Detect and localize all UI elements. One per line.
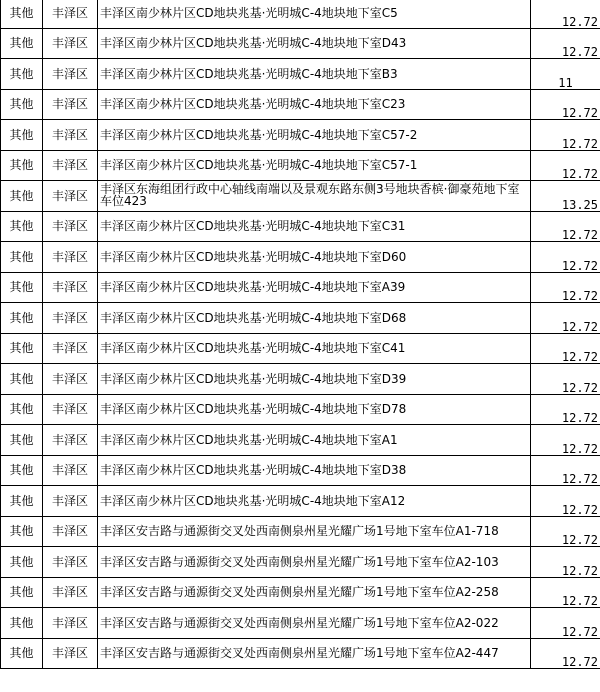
value-cell: 12.72 [531,89,600,120]
location-cell: 丰泽区南少林片区CD地块兆基·光明城C-4地块地下室B3 [98,59,531,90]
table-row [1,303,600,334]
table-row [1,333,600,364]
category-cell: 其他 [1,516,43,547]
table-row [1,272,600,303]
table-row [1,89,600,120]
value-cell: 12.72 [531,455,600,486]
table-row [1,638,600,669]
table-row [1,364,600,395]
district-cell: 丰泽区 [43,425,98,456]
category-cell: 其他 [1,28,43,59]
location-cell: 丰泽区南少林片区CD地块兆基·光明城C-4地块地下室C31 [98,211,531,242]
district-cell: 丰泽区 [43,89,98,120]
district-cell: 丰泽区 [43,211,98,242]
value-cell: 12.72 [531,394,600,425]
table-row [1,425,600,456]
table-body [1,0,600,669]
category-cell: 其他 [1,333,43,364]
category-cell: 其他 [1,638,43,669]
value-cell: 12.72 [531,272,600,303]
location-cell: 丰泽区南少林片区CD地块兆基·光明城C-4地块地下室C57-2 [98,120,531,151]
district-cell: 丰泽区 [43,59,98,90]
location-cell: 丰泽区东海组团行政中心轴线南端以及景观东路东侧3号地块香槟·御豪苑地下室车位423 [98,181,531,212]
value-cell: 12.72 [531,0,600,28]
value-cell: 12.72 [531,28,600,59]
value-cell: 12.72 [531,211,600,242]
value-cell: 12.72 [531,516,600,547]
location-cell: 丰泽区安吉路与通源街交叉处西南侧泉州星光耀广场1号地下室车位A2-103 [98,547,531,578]
category-cell: 其他 [1,547,43,578]
table-row [1,181,600,212]
location-cell: 丰泽区南少林片区CD地块兆基·光明城C-4地块地下室D68 [98,303,531,334]
value-cell: 13.25 [531,181,600,212]
location-cell: 丰泽区南少林片区CD地块兆基·光明城C-4地块地下室D43 [98,28,531,59]
location-cell: 丰泽区安吉路与通源街交叉处西南侧泉州星光耀广场1号地下室车位A1-718 [98,516,531,547]
location-cell: 丰泽区南少林片区CD地块兆基·光明城C-4地块地下室A12 [98,486,531,517]
category-cell: 其他 [1,486,43,517]
district-cell: 丰泽区 [43,181,98,212]
table-row [1,242,600,273]
location-cell: 丰泽区南少林片区CD地块兆基·光明城C-4地块地下室C57-1 [98,150,531,181]
value-cell: 12.72 [531,486,600,517]
category-cell: 其他 [1,242,43,273]
location-cell: 丰泽区安吉路与通源街交叉处西南侧泉州星光耀广场1号地下室车位A2-447 [98,638,531,669]
value-cell: 12.72 [531,425,600,456]
table-row [1,28,600,59]
table-row [1,150,600,181]
location-cell: 丰泽区南少林片区CD地块兆基·光明城C-4地块地下室D38 [98,455,531,486]
category-cell: 其他 [1,89,43,120]
value-cell: 12.72 [531,120,600,151]
district-cell: 丰泽区 [43,303,98,334]
district-cell: 丰泽区 [43,516,98,547]
district-cell: 丰泽区 [43,150,98,181]
table-row [1,0,600,28]
table-row [1,547,600,578]
category-cell: 其他 [1,455,43,486]
location-cell: 丰泽区南少林片区CD地块兆基·光明城C-4地块地下室D78 [98,394,531,425]
district-cell: 丰泽区 [43,242,98,273]
value-cell: 11 [531,59,600,90]
category-cell: 其他 [1,364,43,395]
district-cell: 丰泽区 [43,28,98,59]
category-cell: 其他 [1,394,43,425]
value-cell: 12.72 [531,303,600,334]
value-cell: 12.72 [531,577,600,608]
table-row [1,211,600,242]
district-cell: 丰泽区 [43,577,98,608]
value-cell: 12.72 [531,242,600,273]
category-cell: 其他 [1,181,43,212]
location-cell: 丰泽区安吉路与通源街交叉处西南侧泉州星光耀广场1号地下室车位A2-022 [98,608,531,639]
location-cell: 丰泽区南少林片区CD地块兆基·光明城C-4地块地下室A1 [98,425,531,456]
district-cell: 丰泽区 [43,364,98,395]
category-cell: 其他 [1,303,43,334]
category-cell: 其他 [1,608,43,639]
category-cell: 其他 [1,59,43,90]
table-row [1,486,600,517]
table-row [1,120,600,151]
location-cell: 丰泽区南少林片区CD地块兆基·光明城C-4地块地下室D60 [98,242,531,273]
value-cell: 12.72 [531,608,600,639]
district-cell: 丰泽区 [43,455,98,486]
table-row [1,516,600,547]
district-cell: 丰泽区 [43,638,98,669]
category-cell: 其他 [1,0,43,28]
category-cell: 其他 [1,425,43,456]
district-cell: 丰泽区 [43,486,98,517]
category-cell: 其他 [1,211,43,242]
location-cell: 丰泽区南少林片区CD地块兆基·光明城C-4地块地下室C23 [98,89,531,120]
location-cell: 丰泽区南少林片区CD地块兆基·光明城C-4地块地下室A39 [98,272,531,303]
table-row [1,455,600,486]
value-cell: 12.72 [531,638,600,669]
table-row [1,59,600,90]
location-cell: 丰泽区南少林片区CD地块兆基·光明城C-4地块地下室D39 [98,364,531,395]
district-cell: 丰泽区 [43,272,98,303]
location-cell: 丰泽区南少林片区CD地块兆基·光明城C-4地块地下室C41 [98,333,531,364]
table-row [1,608,600,639]
table-row [1,577,600,608]
district-cell: 丰泽区 [43,608,98,639]
value-cell: 12.72 [531,150,600,181]
location-cell: 丰泽区南少林片区CD地块兆基·光明城C-4地块地下室C5 [98,0,531,28]
category-cell: 其他 [1,272,43,303]
location-cell: 丰泽区安吉路与通源街交叉处西南侧泉州星光耀广场1号地下室车位A2-258 [98,577,531,608]
value-cell: 12.72 [531,333,600,364]
value-cell: 12.72 [531,547,600,578]
district-cell: 丰泽区 [43,333,98,364]
district-cell: 丰泽区 [43,547,98,578]
district-cell: 丰泽区 [43,120,98,151]
category-cell: 其他 [1,150,43,181]
category-cell: 其他 [1,120,43,151]
district-cell: 丰泽区 [43,0,98,28]
category-cell: 其他 [1,577,43,608]
table-row [1,394,600,425]
district-cell: 丰泽区 [43,394,98,425]
value-cell: 12.72 [531,364,600,395]
